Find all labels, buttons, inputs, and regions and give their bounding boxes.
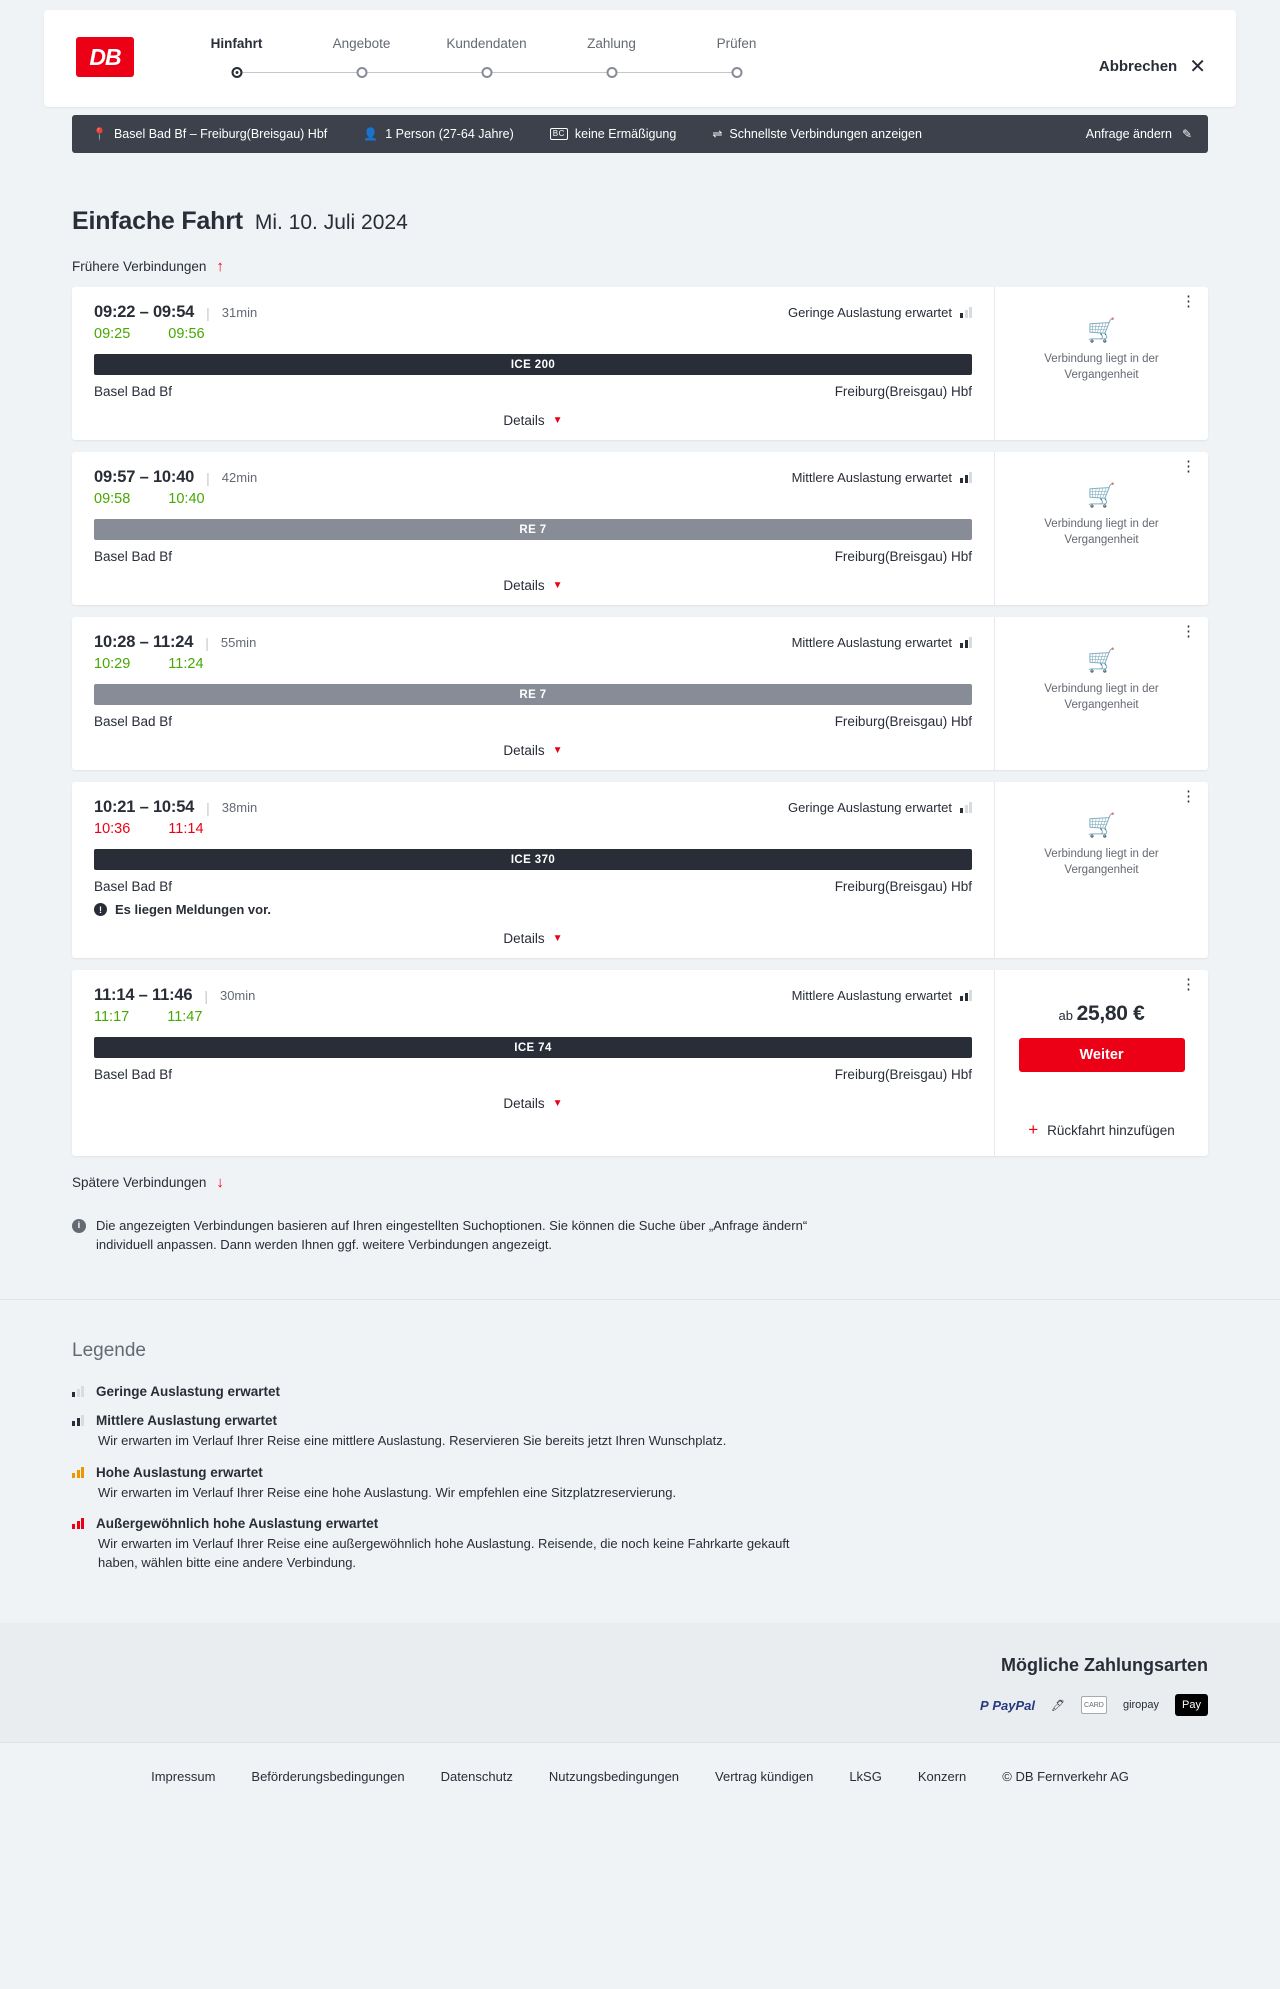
footer xyxy=(0,1742,1280,1810)
connection-details xyxy=(72,782,994,958)
footer-link[interactable]: Vertrag kündigen xyxy=(715,1769,814,1785)
connection-timespan: 09:22 – 09:54 xyxy=(94,303,195,321)
cart-disabled-icon: 🛒 xyxy=(1087,317,1116,343)
train-label: ICE 370 xyxy=(94,849,972,870)
legend-item xyxy=(72,1384,1208,1399)
utilization-label: Mittlere Auslastung erwartet xyxy=(791,988,952,1003)
arrival-actual-time: 11:14 xyxy=(168,821,204,837)
add-return-trip-button[interactable] xyxy=(1028,1110,1175,1140)
legend-item-title: Außergewöhnlich hohe Auslastung erwartet xyxy=(96,1516,379,1532)
details-toggle[interactable] xyxy=(94,399,972,440)
origin-station: Basel Bad Bf xyxy=(94,879,173,894)
arrival-actual-time: 09:56 xyxy=(168,326,205,342)
more-options-icon[interactable]: ⋮ xyxy=(1181,788,1196,805)
more-options-icon[interactable]: ⋮ xyxy=(1181,458,1196,475)
connection-stations xyxy=(94,879,972,894)
more-options-icon[interactable]: ⋮ xyxy=(1181,623,1196,640)
credit-card-icon: CARD xyxy=(1081,1696,1107,1714)
footer-link[interactable]: LkSG xyxy=(849,1769,882,1785)
connection-actions xyxy=(994,617,1208,770)
step-label: Angebote xyxy=(332,36,391,51)
step-angebote[interactable] xyxy=(299,36,424,87)
connection-header xyxy=(94,303,972,322)
db-logo: DB xyxy=(76,37,134,77)
utilization-icon xyxy=(960,472,972,483)
connection-utilization xyxy=(792,988,972,1003)
destination-station: Freiburg(Breisgau) Hbf xyxy=(834,549,972,564)
step-label: Hinfahrt xyxy=(210,36,263,51)
divider: | xyxy=(206,469,210,486)
connection-message xyxy=(94,902,972,917)
footer-links xyxy=(151,1769,1129,1784)
giropay-icon: giropay xyxy=(1122,1699,1160,1712)
utilization-icon xyxy=(72,1518,84,1529)
legend-list xyxy=(72,1384,1208,1573)
departure-actual-time: 09:25 xyxy=(94,326,131,342)
destination-station: Freiburg(Breisgau) Hbf xyxy=(834,384,972,399)
chevron-down-icon: ▼ xyxy=(552,1098,563,1109)
summary-region xyxy=(0,115,1280,153)
utilization-label: Mittlere Auslastung erwartet xyxy=(791,470,952,485)
add-return-trip-label: Rückfahrt hinzufügen xyxy=(1047,1122,1175,1138)
legend-item-desc: Wir erwarten im Verlauf Ihrer Reise eine hohe Auslastung. Wir empfehlen eine Sitzplatzreservierung. xyxy=(98,1484,677,1500)
connection-duration: 42min xyxy=(221,470,258,485)
price-value: 25,80 € xyxy=(1076,1002,1145,1025)
step-dot-icon xyxy=(481,67,492,78)
footer-copyright: © DB Fernverkehr AG xyxy=(1002,1769,1129,1785)
train-label: RE 7 xyxy=(94,684,972,705)
details-label: Details xyxy=(503,931,545,946)
connection-actions xyxy=(994,782,1208,958)
edit-request-label: Anfrage ändern xyxy=(1085,127,1172,141)
legend-item xyxy=(72,1516,1208,1573)
connection-stations xyxy=(94,1067,972,1082)
connection-header xyxy=(94,468,972,487)
summary-passengers-label: 1 Person (27-64 Jahre) xyxy=(385,127,514,141)
connection-actual-times xyxy=(94,656,972,672)
details-toggle[interactable] xyxy=(94,729,972,770)
legend-item-title: Hohe Auslastung erwartet xyxy=(96,1464,263,1480)
plus-icon: + xyxy=(1028,1120,1039,1139)
divider: | xyxy=(206,304,210,321)
connection-timespan: 09:57 – 10:40 xyxy=(94,468,195,486)
step-dot-icon xyxy=(231,67,242,78)
legend-item xyxy=(72,1465,1208,1503)
search-hint xyxy=(72,1217,842,1255)
step-hinfahrt[interactable] xyxy=(174,36,299,87)
swap-arrows-icon: ⇌ xyxy=(712,127,723,141)
connection-timespan: 10:28 – 11:24 xyxy=(94,633,194,651)
info-icon: i xyxy=(72,1219,86,1233)
earlier-connections-label: Frühere Verbindungen xyxy=(72,259,207,274)
utilization-icon xyxy=(960,802,972,813)
departure-actual-time: 10:29 xyxy=(94,656,131,672)
earlier-connections-button[interactable] xyxy=(72,258,1208,275)
later-connections-label: Spätere Verbindungen xyxy=(72,1175,207,1190)
person-icon: 👤 xyxy=(363,127,379,141)
connection-message-text: Es liegen Meldungen vor. xyxy=(115,902,272,917)
destination-station: Freiburg(Breisgau) Hbf xyxy=(834,1067,972,1082)
origin-station: Basel Bad Bf xyxy=(94,714,173,729)
connection-duration: 30min xyxy=(219,988,256,1003)
connection-duration: 55min xyxy=(220,635,257,650)
past-connection-text: Verbindung liegt in der Vergangenheit xyxy=(1044,518,1159,546)
continue-button[interactable]: Weiter xyxy=(1019,1038,1185,1072)
train-label: RE 7 xyxy=(94,519,972,540)
connection-utilization xyxy=(792,635,972,650)
connection-timespan: 11:14 – 11:46 xyxy=(94,986,193,1004)
chevron-down-icon: ▼ xyxy=(552,933,563,944)
legend-item-header xyxy=(72,1384,1208,1399)
chevron-down-icon: ▼ xyxy=(552,580,563,591)
details-label: Details xyxy=(503,413,545,428)
step-zahlung[interactable] xyxy=(549,36,674,87)
details-toggle[interactable] xyxy=(94,1082,972,1123)
step-dot-icon xyxy=(356,67,367,78)
connection-timespan: 10:21 – 10:54 xyxy=(94,798,195,816)
connection-details xyxy=(72,970,994,1156)
connection-stations xyxy=(94,714,972,729)
details-label: Details xyxy=(503,578,545,593)
connection-header xyxy=(94,798,972,817)
footer-link[interactable]: Datenschutz xyxy=(440,1769,513,1785)
connection-details xyxy=(72,287,994,440)
legend-item-header xyxy=(72,1516,1208,1531)
utilization-icon xyxy=(72,1415,84,1426)
step-indicator xyxy=(549,63,674,87)
cart-disabled-icon: 🛒 xyxy=(1087,812,1116,838)
legend-item-desc: Wir erwarten im Verlauf Ihrer Reise eine mittlere Auslastung. Reservieren Sie bereits jetzt Ihren Wunschplatz. xyxy=(98,1432,727,1448)
details-toggle[interactable] xyxy=(94,917,972,958)
step-label: Kundendaten xyxy=(446,36,527,51)
connection-actions xyxy=(994,452,1208,605)
connection-card[interactable] xyxy=(72,782,1208,958)
summary-route-label: Basel Bad Bf – Freiburg(Breisgau) Hbf xyxy=(113,127,328,141)
connection-header xyxy=(94,986,972,1005)
connection-stations xyxy=(94,549,972,564)
past-connection-text: Verbindung liegt in der Vergangenheit xyxy=(1044,353,1159,381)
train-label: ICE 74 xyxy=(94,1037,972,1058)
divider: | xyxy=(206,799,210,816)
cancel-label: Abbrechen xyxy=(1098,58,1178,75)
footer-link[interactable]: Beförderungsbedingungen xyxy=(251,1769,405,1785)
details-label: Details xyxy=(503,1096,545,1111)
origin-station: Basel Bad Bf xyxy=(94,549,173,564)
step-indicator xyxy=(424,63,549,87)
divider: | xyxy=(204,987,208,1004)
more-options-icon[interactable]: ⋮ xyxy=(1181,976,1196,993)
paypal-icon: P PayPal xyxy=(980,1697,1035,1713)
page-title xyxy=(72,207,1208,236)
connection-duration: 31min xyxy=(221,305,258,320)
close-icon[interactable]: ✕ xyxy=(1189,56,1206,78)
connection-card[interactable] xyxy=(72,970,1208,1156)
utilization-icon xyxy=(72,1467,84,1478)
connection-header xyxy=(94,633,972,652)
connection-utilization xyxy=(792,470,972,485)
summary-route[interactable] xyxy=(88,127,345,141)
edit-request-button[interactable] xyxy=(1086,127,1192,141)
later-connections-button[interactable] xyxy=(72,1174,1208,1191)
footer-link[interactable]: Konzern xyxy=(917,1769,967,1785)
connection-card[interactable] xyxy=(72,617,1208,770)
connection-actual-times xyxy=(94,326,972,342)
connection-utilization xyxy=(788,800,972,815)
pencil-icon[interactable]: ✎ xyxy=(1181,127,1192,141)
departure-actual-time: 11:17 xyxy=(94,1009,130,1025)
chevron-down-icon: ▼ xyxy=(552,415,563,426)
payment-title: Mögliche Zahlungsarten xyxy=(1000,1655,1208,1676)
step-label: Zahlung xyxy=(587,36,636,51)
apple-pay-icon: Pay xyxy=(1175,1694,1208,1716)
connection-actual-times xyxy=(94,1009,972,1025)
departure-actual-time: 10:36 xyxy=(94,821,131,837)
step-prüfen[interactable] xyxy=(674,36,799,87)
legend-item-desc: Wir erwarten im Verlauf Ihrer Reise eine außergewöhnlich hohe Auslastung. Reisende, die noch keine Fahrkarte gekauft haben, wählen bitte eine andere Verbindung. xyxy=(98,1536,790,1571)
page-title-text: Einfache Fahrt xyxy=(72,207,243,235)
connection-actual-times xyxy=(94,821,972,837)
origin-station: Basel Bad Bf xyxy=(94,1067,173,1082)
past-connection-text: Verbindung liegt in der Vergangenheit xyxy=(1044,683,1159,711)
summary-option-label: Schnellste Verbindungen anzeigen xyxy=(729,127,922,141)
step-kundendaten[interactable] xyxy=(424,36,549,87)
step-indicator xyxy=(174,63,299,87)
step-dot-icon xyxy=(606,67,617,78)
search-summary-bar xyxy=(72,115,1208,153)
origin-station: Basel Bad Bf xyxy=(94,384,173,399)
connection-actions xyxy=(994,287,1208,440)
summary-passengers[interactable] xyxy=(345,127,532,141)
payment-methods xyxy=(72,1694,1208,1716)
summary-discount[interactable] xyxy=(532,127,695,141)
destination-station: Freiburg(Breisgau) Hbf xyxy=(834,879,972,894)
connection-actions xyxy=(994,970,1208,1156)
step-indicator xyxy=(299,63,424,87)
price-block xyxy=(1058,1002,1144,1026)
arrival-actual-time: 11:47 xyxy=(167,1009,203,1025)
utilization-icon xyxy=(960,990,972,1001)
legend-section xyxy=(0,1299,1280,1623)
footer-link[interactable]: Impressum xyxy=(151,1769,216,1785)
more-options-icon[interactable]: ⋮ xyxy=(1181,293,1196,310)
footer-link[interactable]: Nutzungsbedingungen xyxy=(548,1769,680,1785)
step-indicator xyxy=(674,63,799,87)
bahncard-icon: BC xyxy=(550,128,568,140)
details-label: Details xyxy=(503,743,545,758)
details-toggle[interactable] xyxy=(94,564,972,605)
connection-details xyxy=(72,617,994,770)
utilization-icon xyxy=(72,1386,84,1397)
step-dot-icon xyxy=(731,67,742,78)
price-prefix: ab xyxy=(1058,1008,1073,1023)
location-pin-icon: 📍 xyxy=(92,127,107,141)
utilization-label: Geringe Auslastung erwartet xyxy=(787,800,952,815)
legend-item-header xyxy=(72,1465,1208,1480)
app-header xyxy=(44,10,1236,107)
header-region xyxy=(0,0,1280,107)
cart-disabled-icon: 🛒 xyxy=(1087,647,1116,673)
arrival-actual-time: 10:40 xyxy=(168,491,205,507)
connection-actual-times xyxy=(94,491,972,507)
summary-option[interactable] xyxy=(694,127,940,141)
departure-actual-time: 09:58 xyxy=(94,491,131,507)
legend-item-title: Geringe Auslastung erwartet xyxy=(96,1383,281,1399)
connection-stations xyxy=(94,384,972,399)
connection-card[interactable] xyxy=(72,452,1208,605)
divider: | xyxy=(205,634,209,651)
train-label: ICE 200 xyxy=(94,354,972,375)
utilization-label: Mittlere Auslastung erwartet xyxy=(791,635,952,650)
search-hint-text: Die angezeigten Verbindungen basieren auf Ihren eingestellten Suchoptionen. Sie können die Suche über „Anfrage ändern“ individuell anpassen. Dann werden Ihnen ggf. weitere Verbindungen angezeigt. xyxy=(96,1218,808,1252)
connection-list xyxy=(72,287,1208,1156)
main-content xyxy=(0,207,1280,1255)
legend-title: Legende xyxy=(72,1339,146,1361)
alert-icon: ! xyxy=(94,903,107,916)
arrow-down-icon: ↓ xyxy=(216,1174,224,1191)
legend-item-title: Mittlere Auslastung erwartet xyxy=(96,1412,278,1428)
connection-details xyxy=(72,452,994,605)
destination-station: Freiburg(Breisgau) Hbf xyxy=(834,714,972,729)
connection-duration: 38min xyxy=(221,800,258,815)
legend-item xyxy=(72,1413,1208,1451)
direct-debit-icon: 🖊 xyxy=(1050,1699,1065,1712)
utilization-icon xyxy=(960,307,972,318)
utilization-label: Geringe Auslastung erwartet xyxy=(787,305,952,320)
connection-card[interactable] xyxy=(72,287,1208,440)
past-connection-text: Verbindung liegt in der Vergangenheit xyxy=(1044,848,1159,876)
arrival-actual-time: 11:24 xyxy=(168,656,204,672)
arrow-up-icon: ↑ xyxy=(216,258,224,275)
chevron-down-icon: ▼ xyxy=(552,745,563,756)
checkout-stepper xyxy=(174,36,799,87)
cancel-button[interactable] xyxy=(1099,54,1206,79)
connection-utilization xyxy=(788,305,972,320)
utilization-icon xyxy=(960,637,972,648)
summary-discount-label: keine Ermäßigung xyxy=(574,127,677,141)
legend-item-header xyxy=(72,1413,1208,1428)
payment-section xyxy=(0,1623,1280,1742)
page-title-date: Mi. 10. Juli 2024 xyxy=(254,211,408,234)
cart-disabled-icon: 🛒 xyxy=(1087,482,1116,508)
step-label: Prüfen xyxy=(716,36,757,51)
